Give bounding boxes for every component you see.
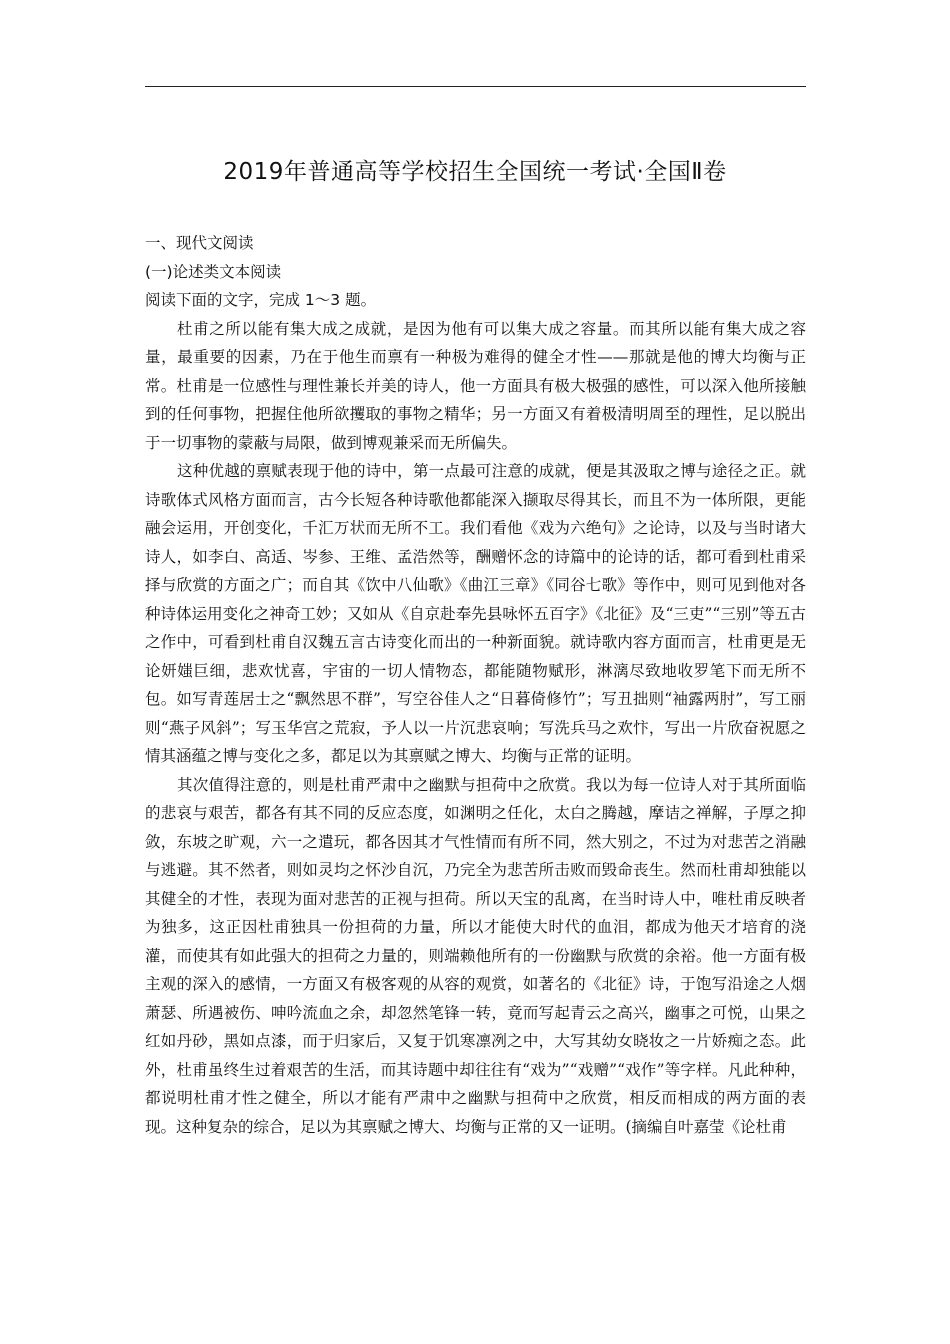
section-heading: 一、现代文阅读 (145, 234, 254, 252)
page-title: 2019年普通高等学校招生全国统一考试·全国Ⅱ卷 (223, 159, 727, 185)
document-body (145, 229, 806, 1141)
paragraph-3: 其次值得注意的，则是杜甫严肃中之幽默与担荷中之欣赏。我以为每一位诗人对于其所面临的悲哀与艰苦，都各有其不同的反应态度，如渊明之任化，太白之腾越，摩诘之禅解，子厚之抑敛，东坡之旷观，六一之遣玩，都各因其才气性情而有所不同，然大别之，不过为对悲苦之消融与逃避。其不然者，则如灵均之怀沙自沉，乃完全为悲苦所击败而毁命丧生。然而杜甫却独能以其健全的才性，表现为面对悲苦的正视与担荷。所以天宝的乱离，在当时诗人中，唯杜甫反映者为独多，这正因杜甫独具一份担荷的力量，所以才能使大时代的血泪，都成为他天才培育的浇灌，而使其有如此强大的担荷之力量的，则端赖他所有的一份幽默与欣赏的余裕。他一方面有极主观的深入的感情，一方面又有极客观的从容的观赏，如著名的《北征》诗，于饱写沿途之人烟萧瑟、所遇被伤、呻吟流血之余，却忽然笔锋一转，竟而写起青云之高兴，幽事之可悦，山果之红如丹砂，黑如点漆，而于归家后，又复于饥寒凛冽之中，大写其幼女晓妆之一片娇痴之态。此外，杜甫虽终生过着艰苦的生活，而其诗题中却往往有“戏为”“戏赠”“戏作”等字样。凡此种种，都说明杜甫才性之健全，所以才能有严肃中之幽默与担荷中之欣赏，相反而相成的两方面的表现。这种复杂的综合，足以为其禀赋之博大、均衡与正常的又一证明。(摘编自叶嘉莹《论杜甫 (145, 775, 806, 1136)
paragraph-1: 杜甫之所以能有集大成之成就，是因为他有可以集大成之容量。而其所以能有集大成之容量，最重要的因素，乃在于他生而禀有一种极为难得的健全才性——那就是他的博大均衡与正常。杜甫是一位感性与理性兼长并美的诗人，他一方面具有极大极强的感性，可以深入他所接触到的任何事物，把握住他所欲攫取的事物之精华；另一方面又有着极清明周至的理性，足以脱出于一切事物的蒙蔽与局限，做到博观兼采而无所偏失。 (145, 319, 806, 452)
subsection-heading: (一)论述类文本阅读 (145, 262, 282, 281)
paragraph-2: 这种优越的禀赋表现于他的诗中，第一点最可注意的成就，便是其汲取之博与途径之正。就诗歌体式风格方面而言，古今长短各种诗歌他都能深入撷取尽得其长，而且不为一体所限，更能融会运用，开创变化，千汇万状而无所不工。我们看他《戏为六绝句》之论诗，以及与当时诸大诗人，如李白、高适、岑参、王维、孟浩然等，酬赠怀念的诗篇中的论诗的话，都可看到杜甫采择与欣赏的方面之广；而自其《饮中八仙歌》《曲江三章》《同谷七歌》等作中，则可见到他对各种诗体运用变化之神奇工妙；又如从《自京赴奉先县咏怀五百字》《北征》及“三吏”“三别”等五古之作中，可看到杜甫自汉魏五言古诗变化而出的一种新面貌。就诗歌内容方面而言，杜甫更是无论妍媸巨细，悲欢忧喜，宇宙的一切人情物态，都能随物赋形，淋漓尽致地收罗笔下而无所不包。如写青莲居士之“飘然思不群”，写空谷佳人之“日暮倚修竹”；写丑拙则“袖露两肘”，写工丽则“燕子风斜”；写玉华宫之荒寂，予人以一片沉悲哀响；写洗兵马之欢忭，写出一片欣奋祝愿之情其涵蕴之博与变化之多，都足以为其禀赋之博大、均衡与正常的证明。 (145, 462, 806, 765)
reading-instruction: 阅读下面的文字，完成 1～3 题。 (145, 291, 377, 309)
top-rule (145, 86, 806, 87)
